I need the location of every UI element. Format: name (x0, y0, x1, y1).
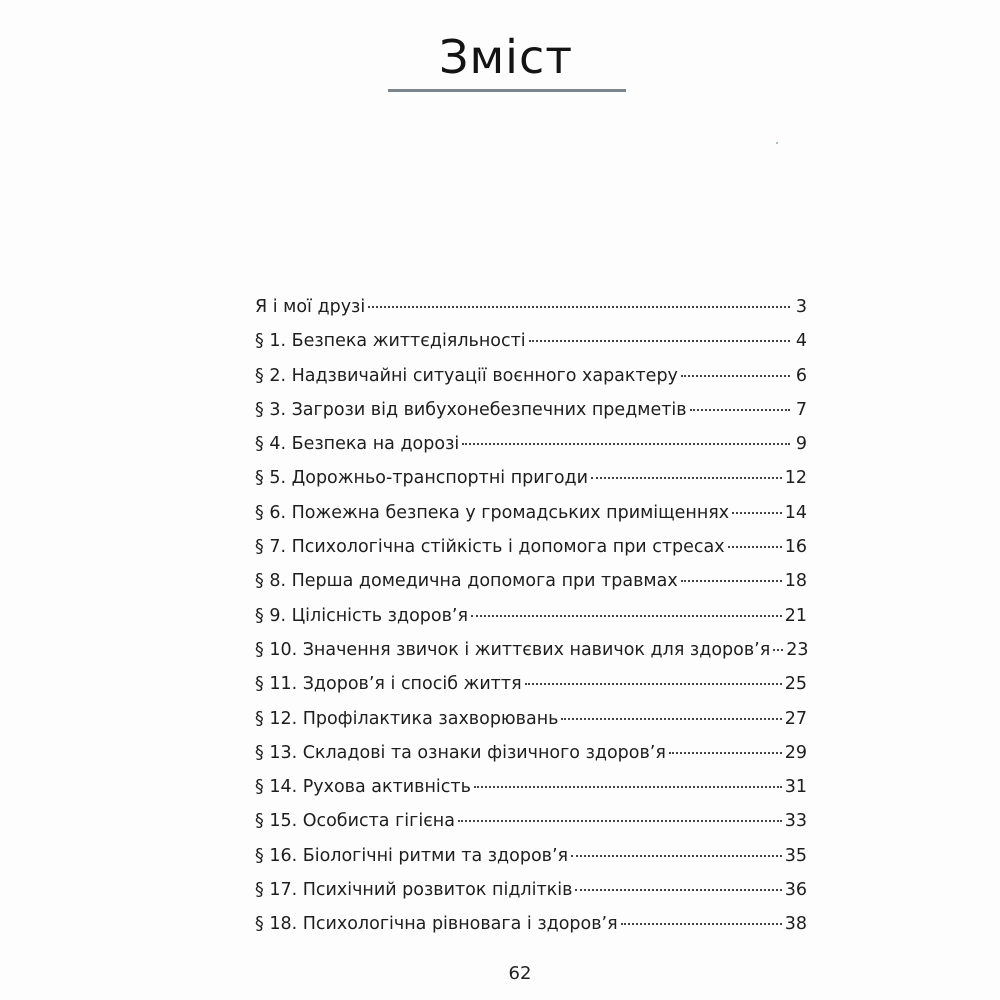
page-title: Зміст (438, 30, 574, 84)
dot-leader (561, 718, 781, 720)
toc-entry-page: 31 (784, 777, 807, 798)
toc-entry (255, 564, 807, 598)
toc-entry (255, 599, 807, 633)
toc-entry (255, 461, 807, 495)
toc-entry-page: 14 (784, 502, 807, 523)
toc-entry-page: 29 (784, 742, 807, 763)
dot-leader (471, 615, 782, 617)
toc-entry-page: 7 (795, 399, 807, 420)
toc-entry-label: Я і мої друзі (255, 297, 366, 317)
dot-leader (525, 683, 782, 685)
toc-entry-label: § 3. Загрози від вибухонебезпечних предметів (255, 399, 687, 420)
toc-entry-page: 16 (784, 537, 807, 558)
toc-entry-label: § 6. Пожежна безпека у громадських приміщеннях (255, 502, 730, 523)
toc-entry-page: 18 (784, 571, 807, 592)
toc-entry-label: § 16. Біологічні ритми та здоров’я (255, 845, 569, 866)
toc-entry (255, 633, 807, 667)
toc-entry (255, 290, 807, 324)
toc-entry (255, 427, 807, 461)
toc-entry-page: 23 (786, 639, 809, 660)
toc-entry-label: § 7. Психологічна стійкість і допомога при стресах (255, 537, 725, 558)
toc-entry-label: § 9. Цілісність здоров’я (255, 605, 469, 626)
title-underline (388, 89, 626, 92)
toc-entry (255, 804, 807, 838)
toc-entry (255, 839, 807, 873)
page-number: 62 (508, 963, 532, 984)
toc-entry (255, 907, 807, 941)
toc-entry-page: 33 (784, 811, 807, 832)
toc-entry-page: 9 (795, 434, 807, 455)
toc-entry-page: 35 (784, 845, 807, 866)
print-speck (776, 142, 778, 144)
dot-leader (462, 443, 790, 445)
dot-leader (368, 306, 790, 308)
toc-entry-label: § 18. Психологічна рівновага і здоров’я (255, 914, 618, 935)
toc-entry-label: § 5. Дорожньо-транспортні пригоди (255, 468, 589, 489)
dot-leader (690, 409, 790, 411)
toc-entry-label: § 13. Складові та ознаки фізичного здоров’я (255, 742, 666, 763)
toc-entry-label: § 4. Безпека на дорозі (255, 434, 460, 455)
toc-entry-label: § 10. Значення звичок і життєвих навичок для здоров’я (255, 639, 771, 660)
toc-entry-page: 12 (784, 468, 807, 489)
toc-entry (255, 496, 807, 530)
toc-entry-label: § 8. Перша домедична допомога при травмах (255, 571, 678, 592)
dot-leader (681, 580, 782, 582)
toc-entry-label: § 14. Рухова активність (255, 777, 471, 798)
toc-entry (255, 393, 807, 427)
toc-entry-page: 36 (784, 880, 807, 901)
toc-entry-page: 6 (795, 365, 807, 386)
dot-leader (571, 855, 782, 857)
dot-leader (458, 820, 782, 822)
dot-leader (669, 752, 782, 754)
toc-entry-page: 38 (784, 914, 807, 935)
toc-entry-page: 27 (784, 708, 807, 729)
table-of-contents (255, 290, 807, 942)
dot-leader (474, 786, 782, 788)
toc-entry (255, 359, 807, 393)
dot-leader (591, 477, 782, 479)
toc-entry-page: 21 (784, 605, 807, 626)
toc-entry-label: § 15. Особиста гігієна (255, 811, 455, 832)
dot-leader (621, 923, 782, 925)
toc-entry-label: § 12. Профілактика захворювань (255, 708, 559, 729)
dot-leader (732, 512, 782, 514)
toc-entry (255, 667, 807, 701)
dot-leader (529, 340, 790, 342)
dot-leader (728, 546, 782, 548)
toc-entry (255, 702, 807, 736)
toc-entry-label: § 1. Безпека життєдіяльності (255, 331, 526, 352)
toc-entry-label: § 2. Надзвичайні ситуації воєнного характеру (255, 365, 678, 386)
toc-entry-label: § 11. Здоров’я і спосіб життя (255, 674, 522, 695)
toc-entry (255, 736, 807, 770)
toc-entry (255, 770, 807, 804)
toc-entry-page: 4 (795, 331, 807, 352)
dot-leader (575, 889, 781, 891)
toc-entry (255, 873, 807, 907)
toc-entry (255, 530, 807, 564)
toc-entry-label: § 17. Психічний розвиток підлітків (255, 880, 573, 901)
toc-entry-page: 25 (784, 674, 807, 695)
toc-entry (255, 324, 807, 358)
dot-leader (773, 649, 783, 651)
toc-entry-page: 3 (795, 297, 807, 317)
dot-leader (681, 375, 790, 377)
